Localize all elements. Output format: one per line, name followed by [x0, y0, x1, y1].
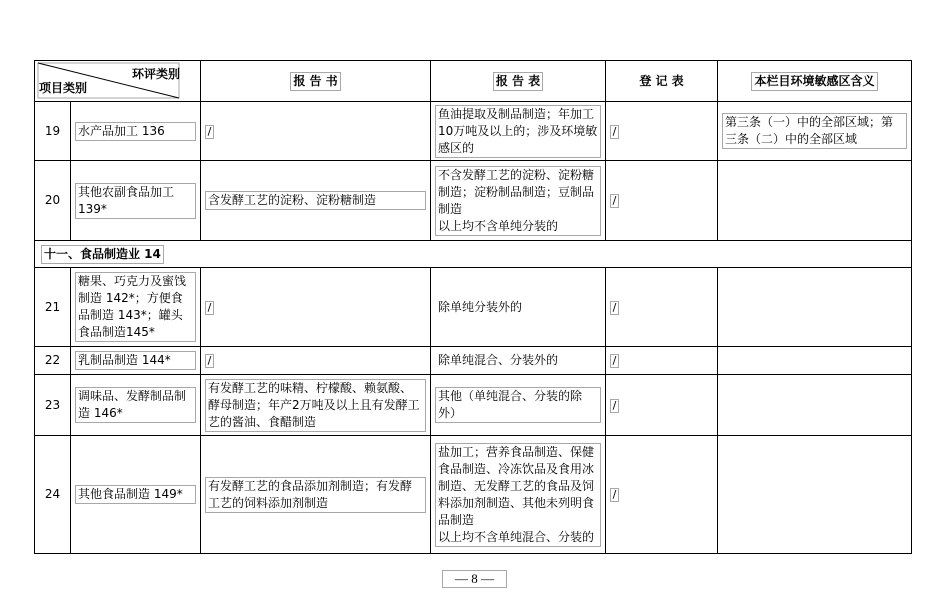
header-report-form: 报 告 表 — [431, 61, 606, 102]
row-number: 20 — [35, 161, 71, 241]
table-row — [35, 161, 912, 241]
page-number: — 8 — — [442, 570, 507, 588]
header-registration: 登 记 表 — [606, 61, 718, 102]
sensitive-area-value: 第三条（一）中的全部区域；第三条（二）中的全部区域 — [722, 113, 907, 149]
header-env-category: 环评类别 — [131, 67, 180, 81]
row-number: 21 — [35, 268, 71, 347]
classification-table — [34, 60, 912, 554]
row-number: 24 — [35, 436, 71, 554]
registration-value: / — [610, 125, 619, 139]
report-book-value: 有发酵工艺的味精、柠檬酸、赖氨酸、酵母制造；年产2万吨及以上且有发酵工艺的酱油、食醋制造 — [205, 379, 426, 432]
project-category: 水产品加工 136 — [75, 122, 196, 141]
report-form-value: 除单纯分装外的 — [438, 299, 523, 314]
header-sensitive-area: 本栏目环境敏感区含义 — [718, 61, 912, 102]
row-number: 19 — [35, 102, 71, 161]
report-form-value: 其他（单纯混合、分装的除外） — [435, 387, 601, 423]
row-number: 22 — [35, 347, 71, 375]
registration-value: / — [610, 399, 619, 413]
table-row — [35, 436, 912, 554]
project-category: 糖果、巧克力及蜜饯制造 142*；方便食品制造 143*；罐头食品制造145* — [75, 272, 196, 342]
diagonal-header-cell — [35, 61, 201, 102]
table-header-row — [35, 61, 912, 102]
sensitive-area-value — [718, 375, 912, 436]
project-category: 其他食品制造 149* — [75, 485, 196, 504]
sensitive-area-value — [718, 161, 912, 241]
row-number: 23 — [35, 375, 71, 436]
table-row — [35, 102, 912, 161]
registration-value: / — [610, 488, 619, 502]
registration-value: / — [610, 354, 619, 368]
header-report-book: 报 告 书 — [201, 61, 431, 102]
report-form-value: 除单纯混合、分装外的 — [438, 353, 559, 367]
report-book-value: / — [205, 301, 214, 315]
project-category: 调味品、发酵制品制造 146* — [75, 387, 196, 423]
sensitive-area-value — [718, 436, 912, 554]
project-category: 乳制品制造 144* — [75, 351, 196, 370]
table-row — [35, 375, 912, 436]
sensitive-area-value — [718, 268, 912, 347]
header-project-category: 项目类别 — [39, 81, 88, 95]
report-form-value: 不含发酵工艺的淀粉、淀粉糖制造；淀粉制品制造；豆制品制造 以上均不含单纯分装的 — [435, 166, 601, 236]
sensitive-area-value — [718, 347, 912, 375]
report-book-value: 有发酵工艺的食品添加剂制造；有发酵工艺的饲料添加剂制造 — [205, 477, 426, 513]
project-category: 其他农副食品加工 139* — [75, 183, 196, 219]
report-book-value: 含发酵工艺的淀粉、淀粉糖制造 — [205, 191, 426, 210]
registration-value: / — [610, 301, 619, 315]
table-row — [35, 347, 912, 375]
report-book-value: / — [205, 354, 214, 368]
report-form-value: 盐加工；营养食品制造、保健食品制造、冷冻饮品及食用冰制造、无发酵工艺的食品及饲料添加剂制造、其他未列明食品制造 以上均不含单纯混合、分装的 — [435, 443, 601, 547]
registration-value: / — [610, 194, 619, 208]
report-book-value: / — [205, 125, 214, 139]
table-row — [35, 268, 912, 347]
section-title: 十一、食品制造业 14 — [35, 241, 912, 268]
section-row — [35, 241, 912, 268]
report-form-value: 鱼油提取及制品制造；年加工10万吨及以上的；涉及环境敏感区的 — [435, 105, 601, 158]
